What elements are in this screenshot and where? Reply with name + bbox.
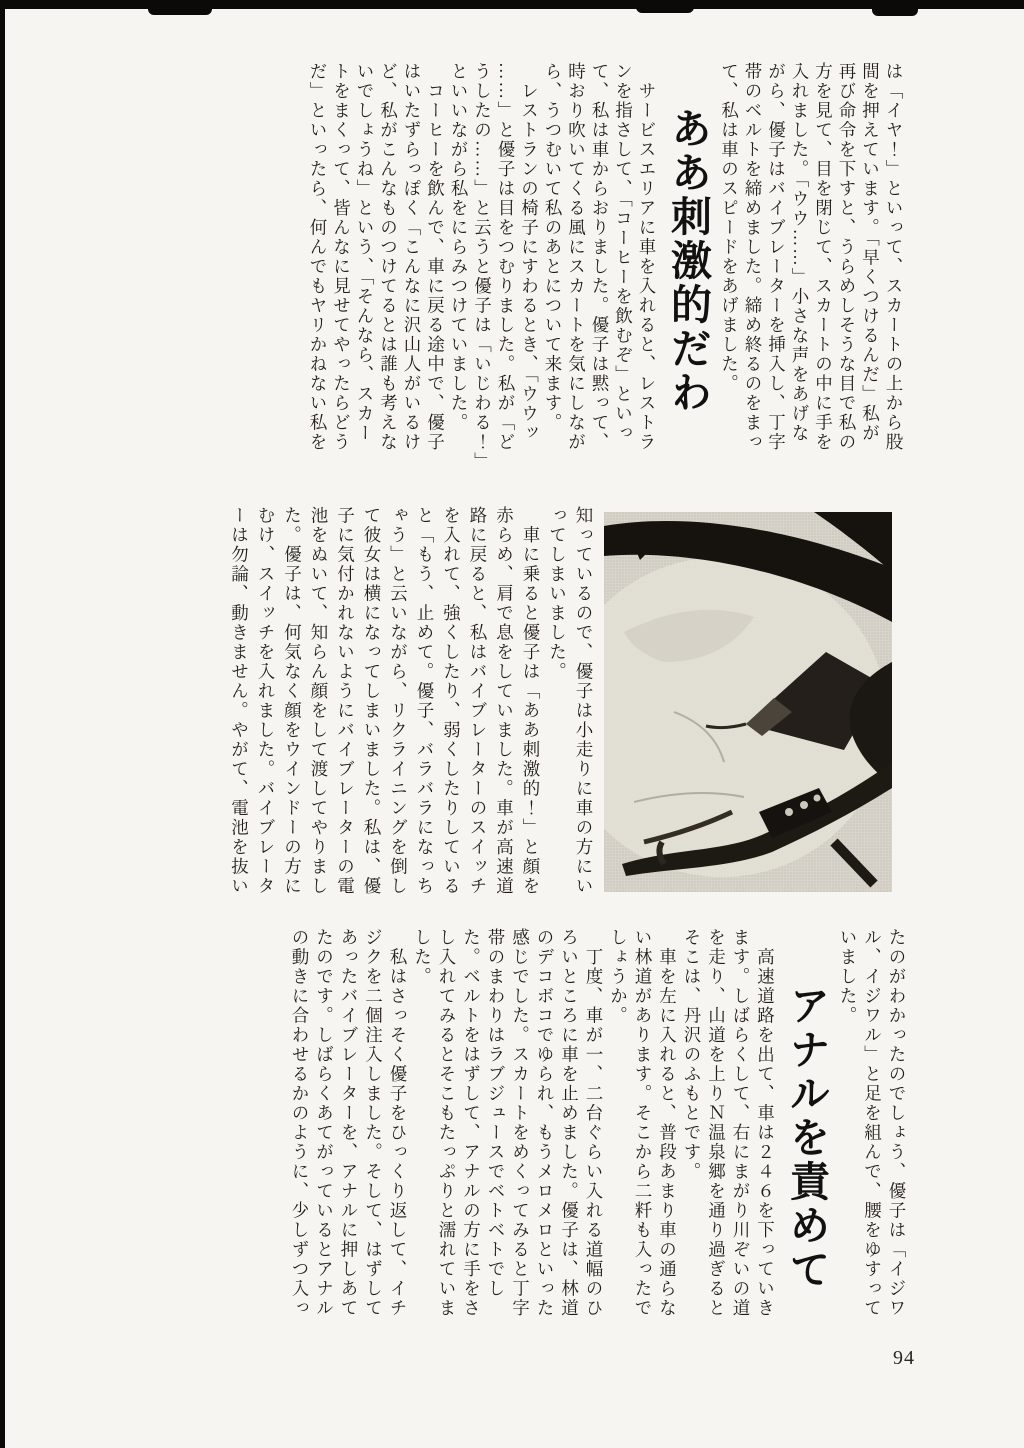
text-column: と「もう、止めて。優子、バラバラになっち	[415, 506, 435, 896]
text-column: し入れてみるとそこもたっぷりと濡れていま	[437, 928, 457, 1318]
text-column: むけ、スイッチを入れました。バイブレータ	[256, 506, 276, 896]
halftone-photo-graphic	[604, 512, 892, 892]
text-column: いました。	[838, 928, 858, 1026]
text-column: あったバイブレーターを、アナルに押しあて	[339, 928, 359, 1318]
text-column: 赤らめ、肩で息をしていました。車が高速道	[494, 506, 515, 896]
text-column: て、私は車のスピードをあげました。	[719, 62, 740, 394]
text-column: たのがわかったのでしょう、優子は「イジワ	[887, 928, 907, 1318]
text-column: ……」と優子は目をつむりました。私が「ど	[496, 62, 516, 452]
text-column: ジクを二個注入しました。そして、はずして	[363, 928, 384, 1318]
text-column: 車を左に入れると、普段あまり車の通らな	[657, 928, 678, 1318]
text-column: 子に気付かれないようにバイブレーターの電	[335, 506, 356, 896]
text-column: レストランの椅子にすわるとき、「ウウッ	[519, 62, 540, 444]
text-column: 路に戻ると、私はバイブレーターのスイッチ	[468, 506, 488, 896]
text-column: しょうか。	[608, 928, 629, 1026]
text-column: サービスエリアに車を入れると、レストラ	[637, 62, 657, 452]
text-column: いでしょうね」という、「そんなら、スカー	[355, 62, 375, 444]
text-column: ど、私がこんなものつけてるとは誰も考えな	[378, 62, 399, 452]
text-column: うしたの……」と云うと優子は「いじわる！」	[472, 62, 493, 472]
text-column: 再び命令を下すと、うらめしそうな目で私の	[837, 62, 857, 452]
text-column: はいたずらっぽく「こんなに沢山人がいるけ	[402, 62, 422, 452]
text-column: 間を押えています。「早くつけるんだ」私が	[860, 62, 881, 444]
text-band-bottom	[284, 928, 913, 1378]
text-column: ら、うつむいて私のあとについて来ます。	[543, 62, 563, 433]
text-column: 車に乗ると優子は「ああ刺激的！」と顔を	[521, 506, 541, 896]
text-column: た。優子は、何気なく顔をウインドーの方に	[282, 506, 303, 896]
text-column: ゃう」と云いながら、リクライニングを倒し	[388, 506, 409, 896]
text-column: がら、優子はバイブレーターを挿入し、丁字	[766, 62, 787, 452]
page-number: 94	[893, 1347, 915, 1369]
text-column: い林道があります。そこから二粁も入ったで	[633, 928, 653, 1318]
text-column: ンを指さして、「コーヒーを飲むぞ」といっ	[613, 62, 634, 444]
text-column: の動きに合わせるかのように、少しずつ入っ	[290, 928, 310, 1318]
text-column: 知っているので、優子は小走りに車の方にい	[574, 506, 594, 896]
scan-edge-blob	[636, 6, 694, 13]
text-column: 帯のベルトを締めました。締め終るのをまっ	[743, 62, 763, 452]
text-column: 私はさっそく優子をひっくり返して、イチ	[388, 928, 408, 1318]
scan-edge-left	[0, 0, 5, 1448]
text-column: トをまくって、皆んなに見せてやったらどう	[331, 62, 352, 452]
text-column: 時おり吹いてくる風にスカートを気にしなが	[566, 62, 587, 452]
text-column: 池をぬいて、知らん顔をして渡してやりまし	[309, 506, 329, 896]
text-column: を入れて、強くしたり、弱くしたりしている	[441, 506, 462, 896]
text-column: 丁度、車が一、二台ぐらい入れる道幅のひ	[584, 928, 604, 1318]
text-column: ってしまいました。	[547, 506, 568, 682]
text-column: は「イヤ！」といって、スカートの上から股	[884, 62, 904, 452]
text-column: て、私は車からおりました。優子は黙って、	[590, 62, 610, 452]
text-column: ろいところに車を止めました。優子は、林道	[559, 928, 580, 1318]
text-column: そこは、丹沢のふもとです。	[682, 928, 702, 1182]
scan-edge-blob	[872, 6, 918, 16]
text-column: 入れました。「ウウ……」小さな声をあげな	[790, 62, 810, 444]
section-heading-1: ああ刺激的だわ	[665, 107, 711, 415]
text-column: 方を見て、目を閉じて、スカートの中に手を	[813, 62, 834, 452]
text-column: といいながら私をにらみつけていました。	[449, 62, 469, 433]
text-column: コーヒーを飲んで、車に戻る途中で、優子	[425, 62, 446, 452]
text-column: て彼女は横になってしまいました。私は、優	[362, 506, 382, 896]
text-column: ル、イジワル」と足を組んで、腰をゆすって	[862, 928, 883, 1318]
text-column: たのです。しばらくあてがっているとアナル	[314, 928, 335, 1318]
text-column: のデコボコでゆられ、もうメロメロといった	[535, 928, 555, 1318]
halftone-photo-straps-and-harness	[604, 512, 892, 892]
text-column: 感じでした。スカートをめくってみると丁字	[510, 928, 531, 1318]
text-column: た。ベルトをはずして、アナルの方に手をさ	[461, 928, 482, 1318]
text-band-middle	[221, 506, 906, 926]
text-column: ます。しばらくして、右にまがり川ぞいの道	[731, 928, 751, 1318]
text-column: を走り、山道を上りＮ温泉郷を通り過ぎると	[706, 928, 727, 1318]
scan-edge-blob	[148, 6, 212, 15]
text-band-top	[303, 62, 909, 512]
section-heading-2: アナルを責めて	[783, 984, 830, 1292]
text-column: 高速道路を出て、車は２４６を下っていき	[755, 928, 776, 1318]
text-column: だ」といったら、何んでもヤリかねない私を	[308, 62, 328, 452]
text-column: ーは勿論、動きません。やがて、電池を抜い	[229, 506, 250, 896]
text-column: した。	[412, 928, 433, 987]
text-column: 帯のまわりはラブジュースでベトベトでし	[486, 928, 506, 1299]
